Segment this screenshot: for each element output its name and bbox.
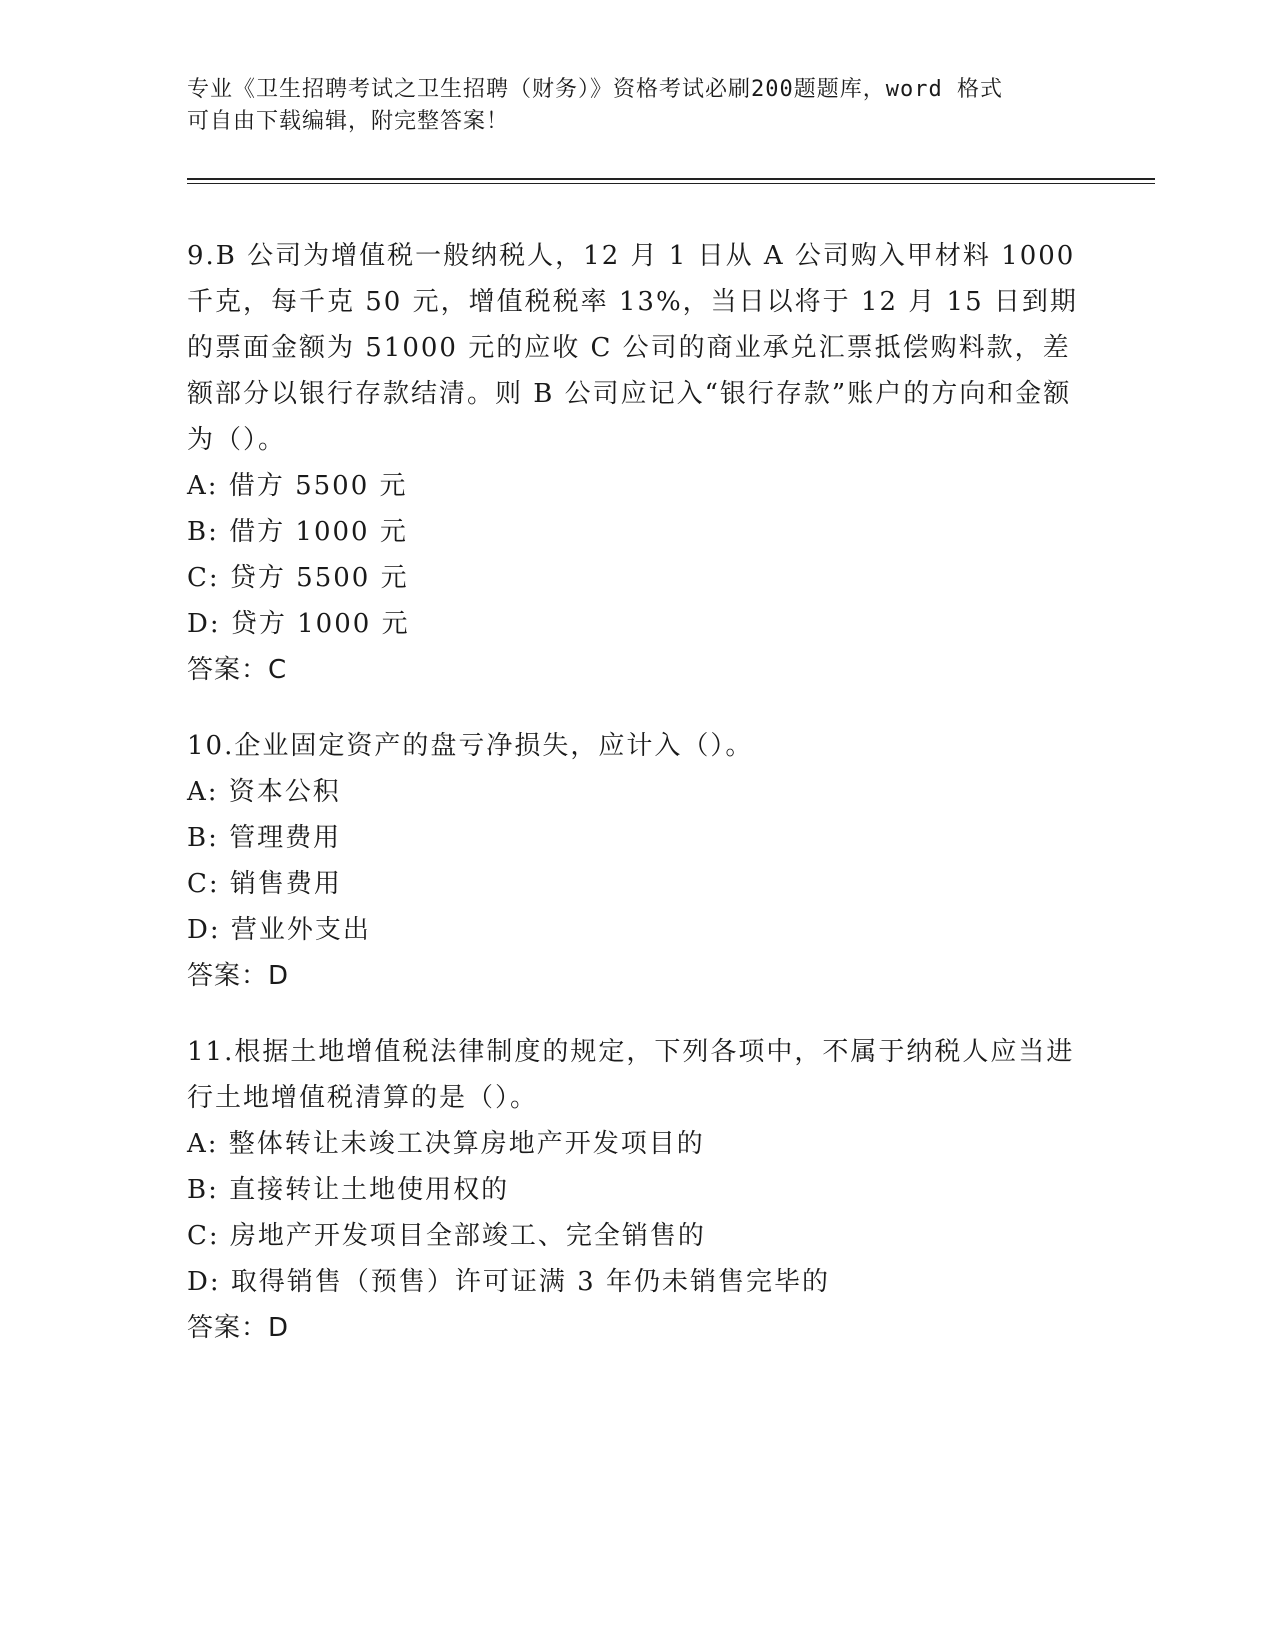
option-c: C: 房地产开发项目全部竣工、完全销售的 xyxy=(187,1221,706,1251)
option-b: B: 管理费用 xyxy=(187,823,342,853)
option-a: A: 借方 5500 元 xyxy=(187,471,408,501)
option-c: C: 销售费用 xyxy=(187,869,342,899)
header-line-2: 可自由下载编辑，附完整答案！ xyxy=(187,109,510,134)
question-stem: 9.B 公司为增值税一般纳税人，12 月 1 日从 A 公司购入甲材料 1000 千克，每千克 50 元，增值税税率 13%，当日以将于 12 月 15 日到期的票面金额为 51000 元的应收 C 公司的商业承兑汇票抵偿购料款，差额部分以银行存款结清。则 B 公司应记入“银行存款”账户的方向和金额为（）。 xyxy=(187,241,1078,455)
answer-line: 答案：D xyxy=(187,961,290,991)
header-divider-thin xyxy=(187,183,1155,184)
answer-line: 答案：D xyxy=(187,1313,290,1343)
option-d: D: 贷方 1000 元 xyxy=(187,609,410,639)
option-a: A: 资本公积 xyxy=(187,777,341,807)
header-line-1: 专业《卫生招聘考试之卫生招聘（财务）》资格考试必刷200题题库，word 格式 xyxy=(187,77,1003,102)
question-list xyxy=(187,233,1087,1381)
option-b: B: 借方 1000 元 xyxy=(187,517,408,547)
option-a: A: 整体转让未竣工决算房地产开发项目的 xyxy=(187,1129,705,1159)
question-stem: 10.企业固定资产的盘亏净损失，应计入（）。 xyxy=(187,731,754,761)
question-stem: 11.根据土地增值税法律制度的规定，下列各项中，不属于纳税人应当进行土地增值税清算的是（）。 xyxy=(187,1037,1075,1113)
option-d: D: 取得销售（预售）许可证满 3 年仍未销售完毕的 xyxy=(187,1267,830,1297)
header-divider-thick xyxy=(187,178,1155,180)
answer-line: 答案：C xyxy=(187,655,288,685)
option-b: B: 直接转让土地使用权的 xyxy=(187,1175,510,1205)
document-header xyxy=(187,74,1067,138)
question-11 xyxy=(187,1029,1087,1351)
question-9 xyxy=(187,233,1087,693)
question-10 xyxy=(187,723,1087,999)
option-d: D: 营业外支出 xyxy=(187,915,371,945)
option-c: C: 贷方 5500 元 xyxy=(187,563,409,593)
